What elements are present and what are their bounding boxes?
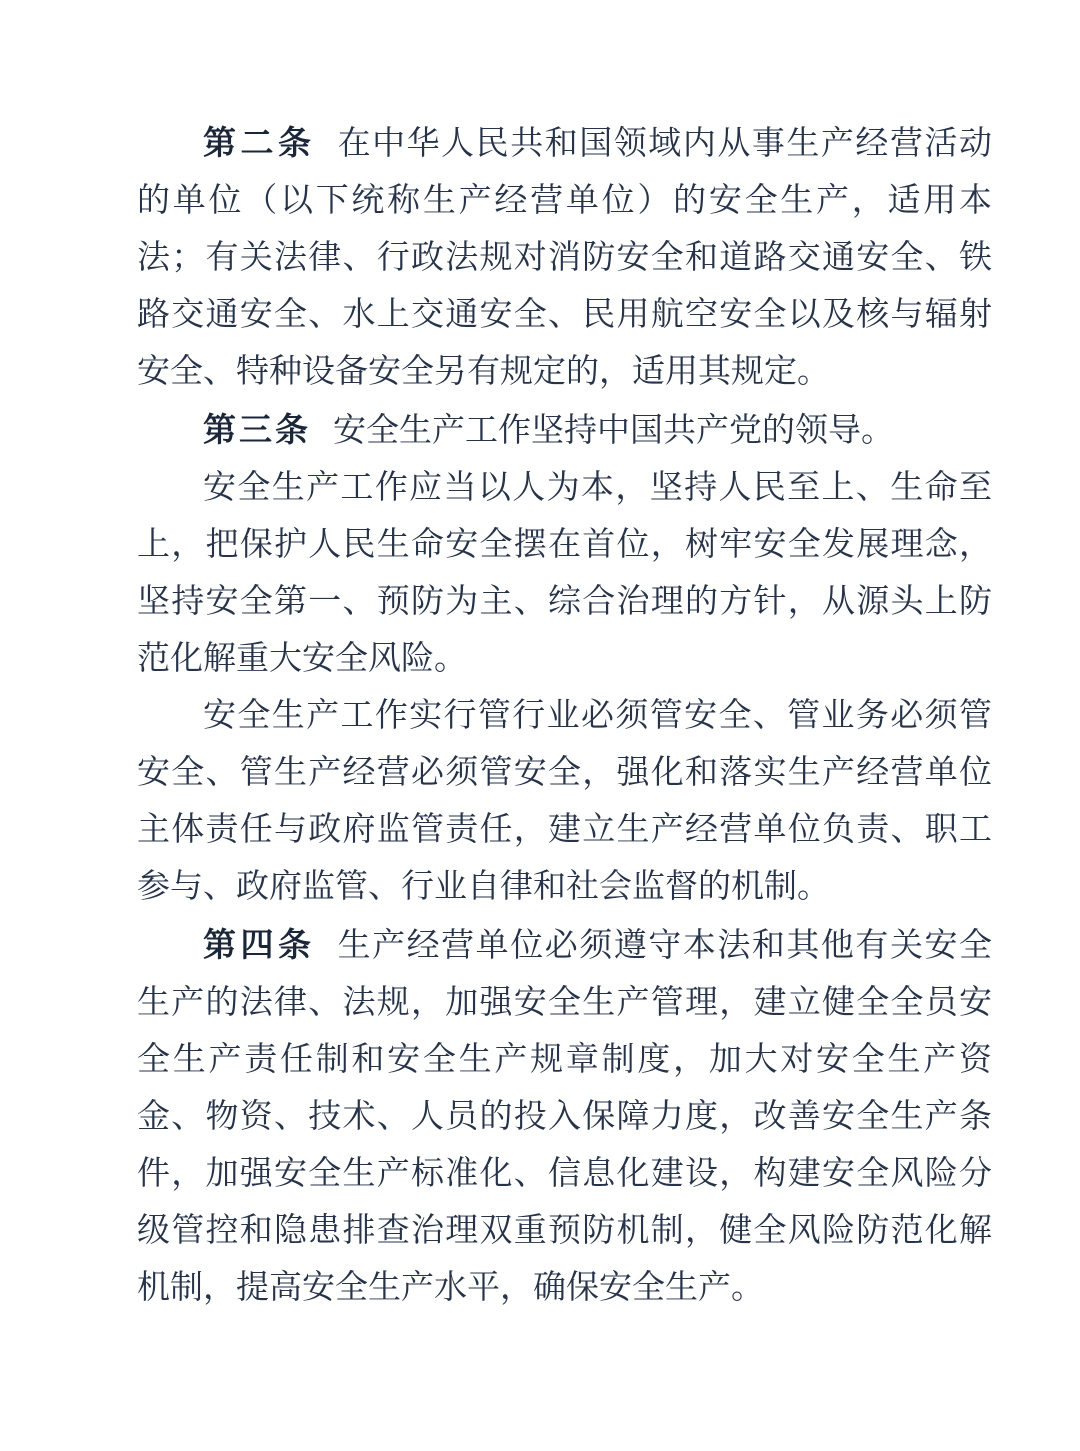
paragraph-text: 安全生产工作应当以人为本，坚持人民至上、生命至上，把保护人民生命安全摆在首位，树牢安全发展理念，坚持安全第一、预防为主、综合治理的方针，从源头上防范化解重大安全风险。 <box>137 470 992 677</box>
paragraph-text: 生产经营单位必须遵守本法和其他有关安全生产的法律、法规，加强安全生产管理，建立健全全员安全生产责任制和安全生产规章制度，加大对安全生产资金、物资、技术、人员的投入保障力度，改善安全生产条件，加强安全生产标准化、信息化建设，构建安全风险分级管控和隐患排查治理双重预防机制，健全风险防范化解机制，提高安全生产水平，确保安全生产。 <box>137 928 993 1306</box>
paragraph-text: 在中华人民共和国领域内从事生产经营活动的单位（以下统称生产经营单位）的安全生产，适用本法；有关法律、行政法规对消防安全和道路交通安全、铁路交通安全、水上交通安全、民用航空安全以及核与辐射安全、特种设备安全另有规定的，适用其规定。 <box>137 126 993 390</box>
paragraph-text: 安全生产工作坚持中国共产党的领导。 <box>333 413 894 449</box>
article-number: 第二条 <box>203 124 316 161</box>
article-number: 第四条 <box>203 926 316 963</box>
paragraph <box>137 460 992 688</box>
paragraph <box>137 688 992 916</box>
article-number: 第三条 <box>203 411 311 448</box>
paragraph <box>137 114 992 401</box>
document-body <box>137 114 992 1317</box>
paragraph <box>137 401 992 460</box>
paragraph-text: 安全生产工作实行管行业必须管安全、管业务必须管安全、管生产经营必须管安全，强化和落实生产经营单位主体责任与政府监管责任，建立生产经营单位负责、职工参与、政府监管、行业自律和社会监督的机制。 <box>137 698 992 905</box>
paragraph <box>137 916 992 1317</box>
